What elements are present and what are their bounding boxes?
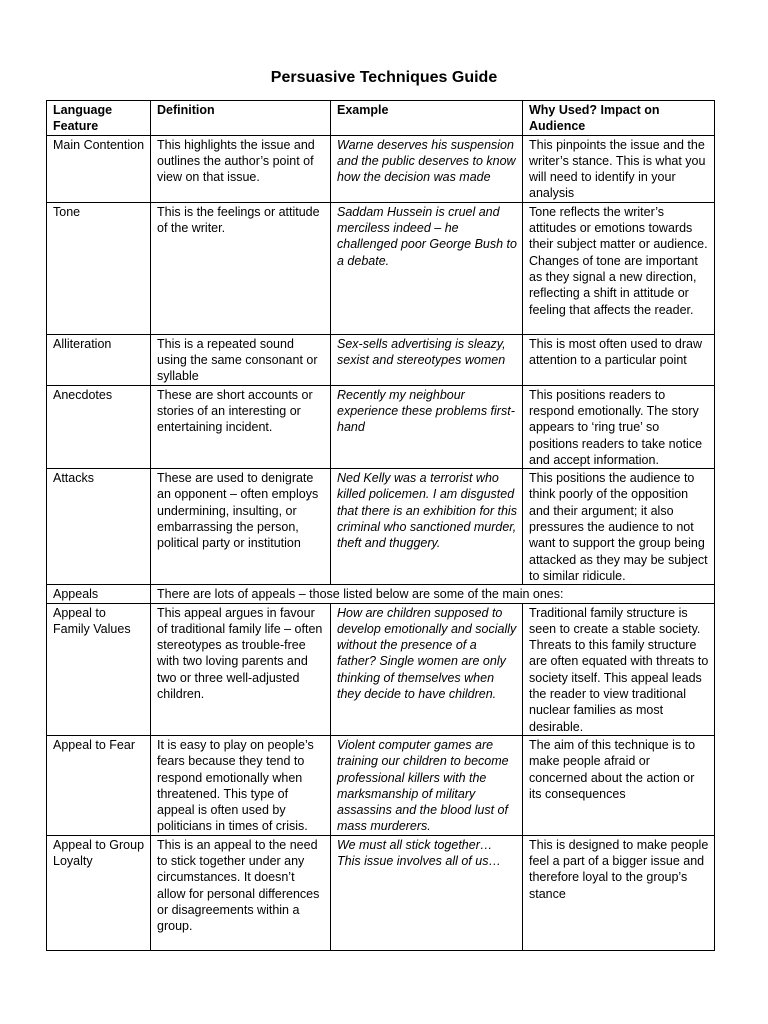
feature-cell: Appeal to Fear [47,735,151,835]
example-cell: Recently my neighbour experience these problems first-hand [331,385,523,468]
definition-cell: This highlights the issue and outlines the author’s point of view on that issue. [151,135,331,202]
header-definition: Definition [151,101,331,136]
feature-cell: Tone [47,202,151,334]
example-cell: Sex-sells advertising is sleazy, sexist and stereotypes women [331,334,523,385]
header-why-used: Why Used? Impact on Audience [523,101,715,136]
table-row [47,334,715,385]
impact-cell: This positions readers to respond emotionally. The story appears to ‘ring true’ so positions readers to take notice and accept information. [523,385,715,468]
impact-cell: This pinpoints the issue and the writer’s stance. This is what you will need to identify in your analysis [523,135,715,202]
appeals-note-cell: There are lots of appeals – those listed below are some of the main ones: [151,585,715,603]
definition-cell: It is easy to play on people’s fears because they tend to respond emotionally when threatened. This type of appeal is often used by politicians in times of crisis. [151,735,331,835]
definition-cell: This is an appeal to the need to stick together under any circumstances. It doesn’t allow for personal differences or disagreements within a group. [151,835,331,950]
feature-cell: Main Contention [47,135,151,202]
feature-cell: Alliteration [47,334,151,385]
table-header-row [47,101,715,136]
definition-cell: This is the feelings or attitude of the writer. [151,202,331,334]
feature-cell: Appeal to Family Values [47,603,151,735]
example-cell: How are children supposed to develop emotionally and socially without the presence of a father? Single women are only thinking of themselves when they decide to have children. [331,603,523,735]
definition-cell: These are used to denigrate an opponent – often employs undermining, insulting, or embarrassing the person, political party or institution [151,469,331,585]
feature-cell: Appeals [47,585,151,603]
page-title: Persuasive Techniques Guide [270,69,498,86]
example-cell: Warne deserves his suspension and the public deserves to know how the decision was made [331,135,523,202]
example-cell: Violent computer games are training our children to become professional killers with the marksmanship of military assassins and the blood lust of mass murderers. [331,735,523,835]
table-row [47,835,715,950]
impact-cell: This positions the audience to think poorly of the opposition and their argument; it also pressures the audience to not want to support the group being attacked as they may be subject to similar ridicule. [523,469,715,585]
feature-cell: Appeal to Group Loyalty [47,835,151,950]
example-cell: Saddam Hussein is cruel and merciless indeed – he challenged poor George Bush to a debate. [331,202,523,334]
impact-cell: Traditional family structure is seen to create a stable society. Threats to this family structure are often equated with threats to society itself. This appeal leads the reader to view traditional nuclear families as most desirable. [523,603,715,735]
table-row [47,385,715,468]
table-row [47,469,715,585]
impact-cell: The aim of this technique is to make people afraid or concerned about the action or its consequences [523,735,715,835]
header-example: Example [331,101,523,136]
feature-cell: Attacks [47,469,151,585]
impact-cell: This is most often used to draw attention to a particular point [523,334,715,385]
impact-cell: This is designed to make people feel a part of a bigger issue and therefore loyal to the group’s stance [523,835,715,950]
feature-cell: Anecdotes [47,385,151,468]
definition-cell: These are short accounts or stories of an interesting or entertaining incident. [151,385,331,468]
example-cell: Ned Kelly was a terrorist who killed policemen. I am disgusted that there is an exhibition for this criminal who sanctioned murder, theft and thuggery. [331,469,523,585]
table-row [47,735,715,835]
table-row [47,603,715,735]
table-row [47,585,715,603]
techniques-table [46,100,715,951]
definition-cell: This is a repeated sound using the same consonant or syllable [151,334,331,385]
definition-cell: This appeal argues in favour of traditional family life – often stereotypes as trouble-free with two loving parents and two or three well-adjusted children. [151,603,331,735]
example-cell: We must all stick together… This issue involves all of us… [331,835,523,950]
impact-cell: Tone reflects the writer’s attitudes or emotions towards their subject matter or audience. Changes of tone are important as they signal a new direction, reflecting a shift in attitude or feeling that affects the reader. [523,202,715,334]
table-row [47,135,715,202]
table-row [47,202,715,334]
header-language-feature: Language Feature [47,101,151,136]
